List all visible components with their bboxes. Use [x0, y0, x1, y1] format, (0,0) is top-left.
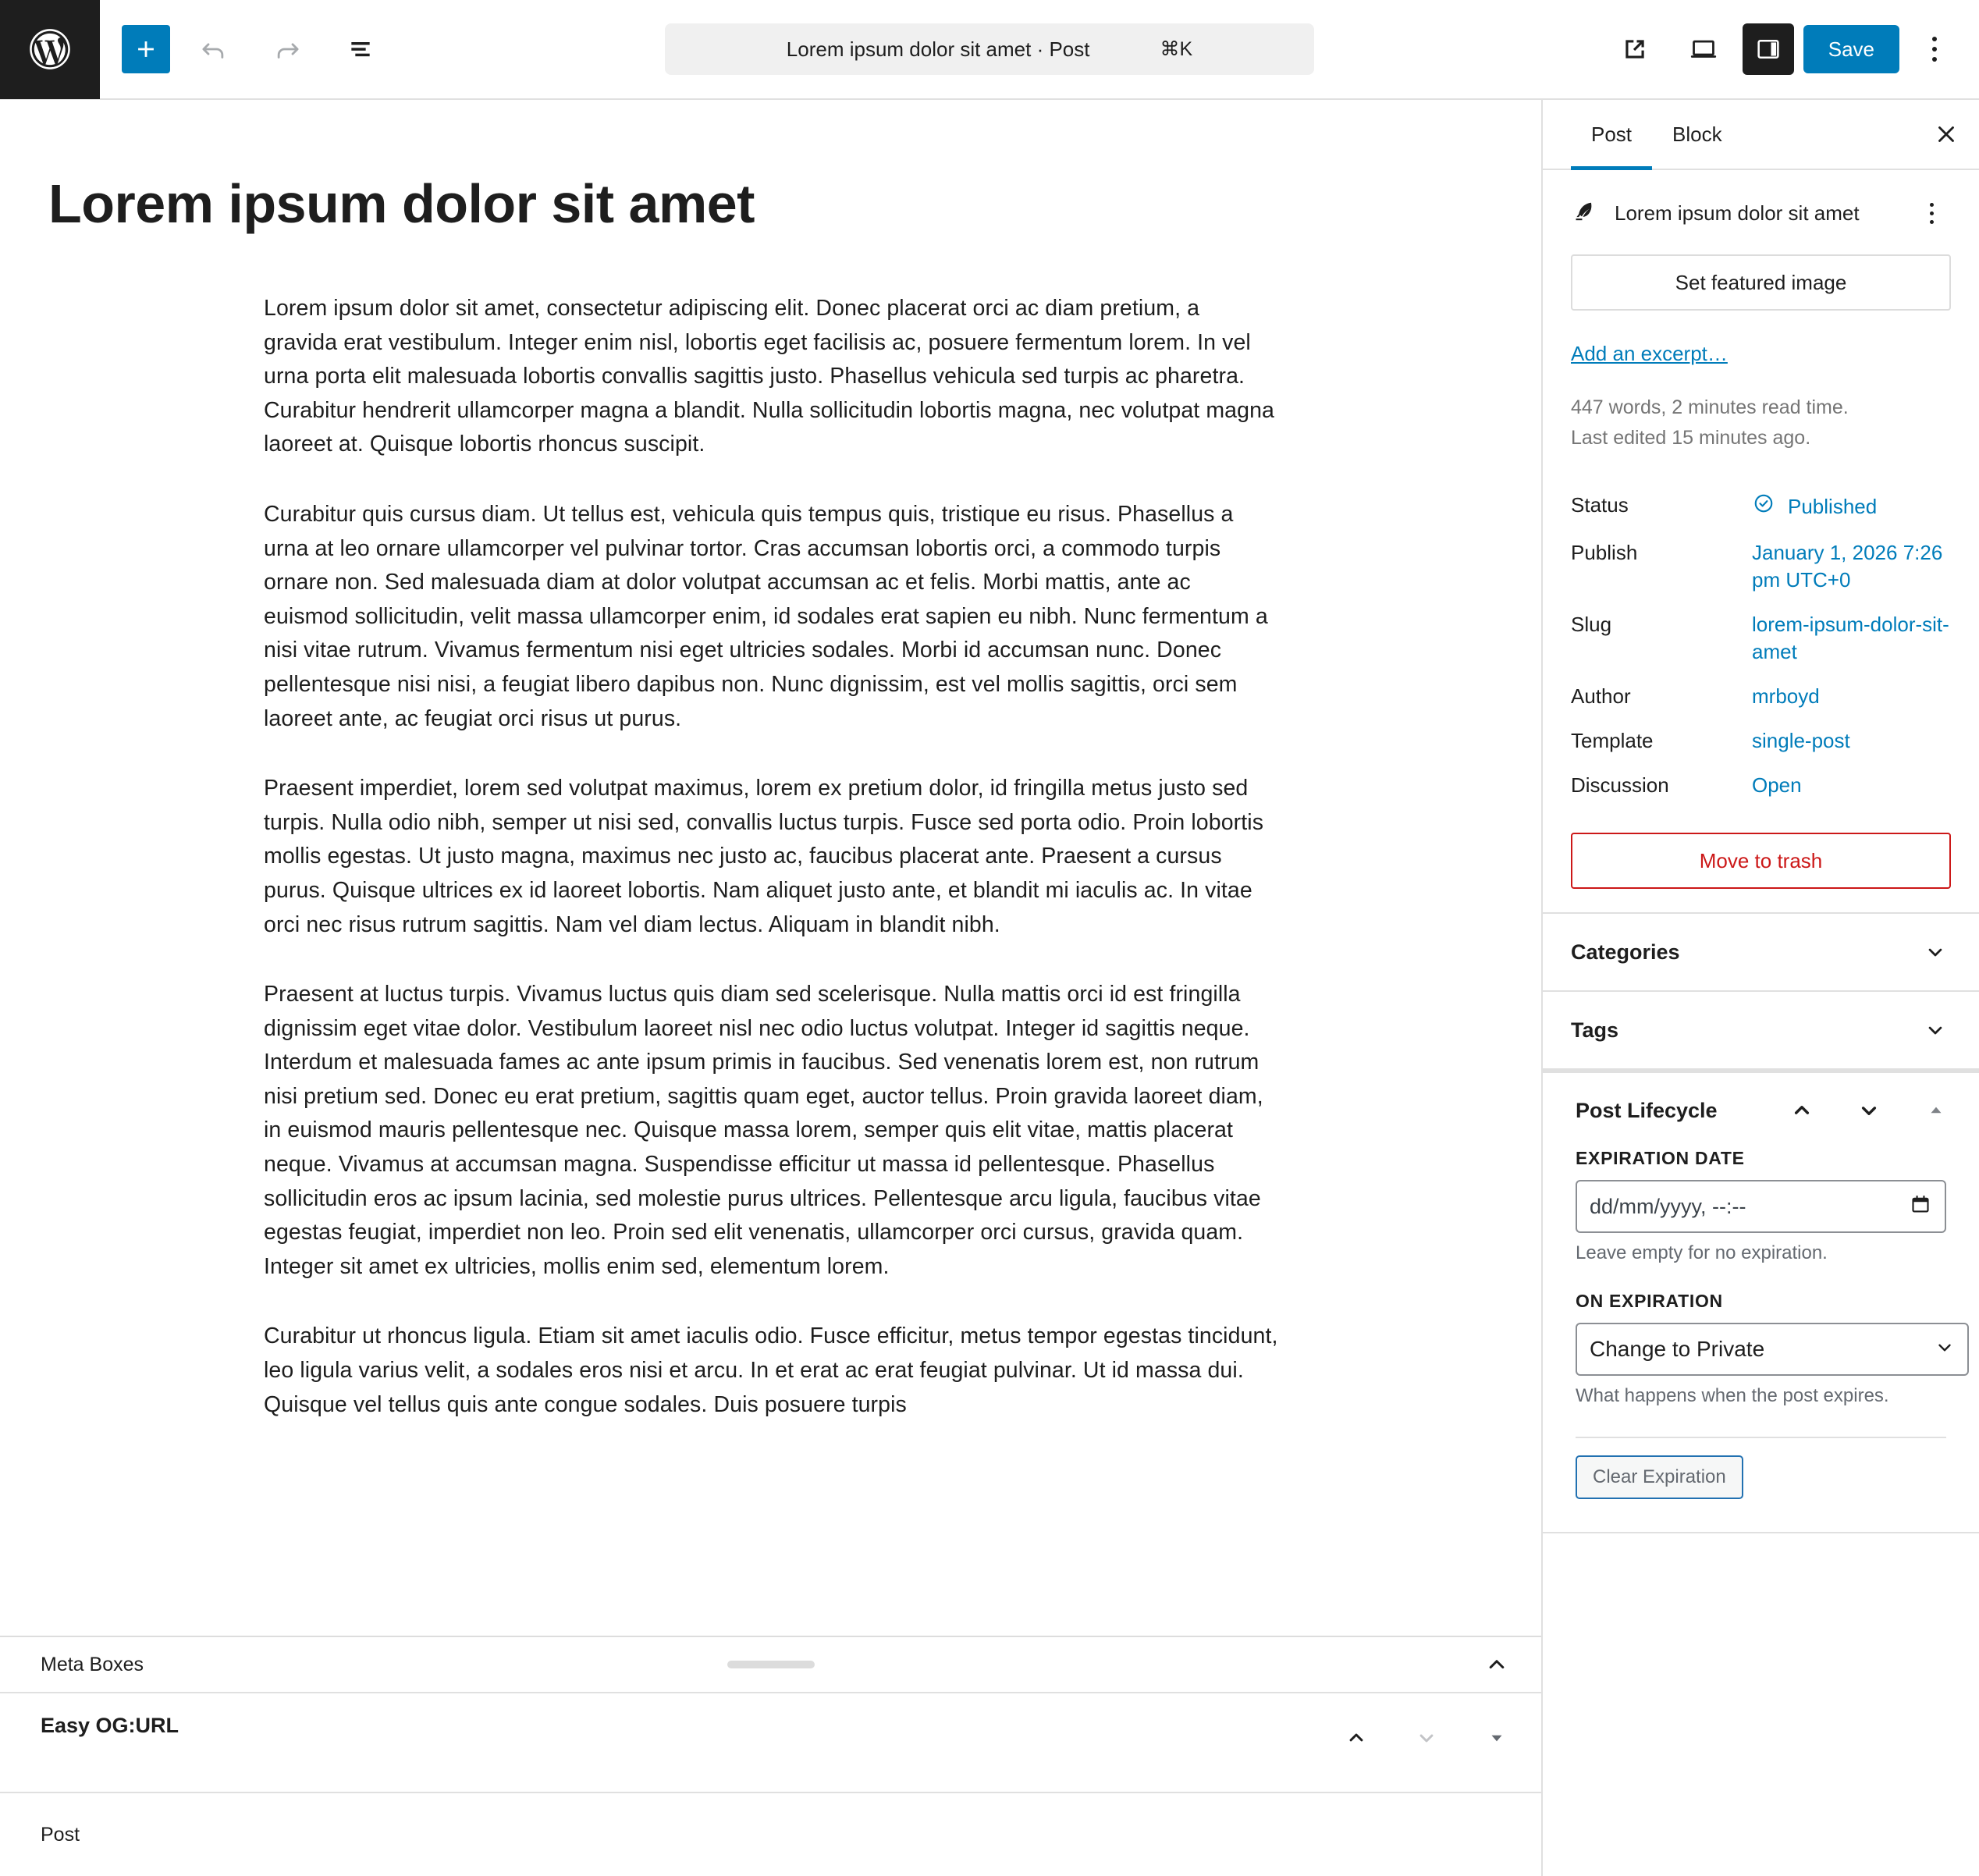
panel-tags-label: Tags: [1571, 1018, 1619, 1042]
expiration-date-value: dd/mm/yyyy, --:--: [1590, 1194, 1746, 1218]
easy-og-url-panel[interactable]: [0, 1693, 1541, 1793]
meta-row-discussion: [1571, 763, 1951, 808]
list-view-button[interactable]: [331, 20, 390, 79]
command-bar[interactable]: [665, 23, 1314, 75]
on-expiration-help: What happens when the post expires.: [1576, 1385, 1889, 1407]
on-expiration-label: ON EXPIRATION: [1576, 1291, 1723, 1312]
lifecycle-move-up-button[interactable]: [1778, 1086, 1826, 1135]
panel-post-lifecycle: [1543, 1070, 1979, 1533]
sidebar-scroll-area: [1543, 170, 1979, 1876]
chevron-down-icon: [1915, 932, 1956, 972]
meta-row-author: [1571, 674, 1951, 719]
add-block-button[interactable]: [122, 25, 170, 73]
expiration-date-help: Leave empty for no expiration.: [1576, 1242, 1828, 1264]
status-badge: Published: [1788, 494, 1878, 518]
editor-canvas[interactable]: [0, 100, 1541, 1636]
on-expiration-select-wrapper: [1576, 1323, 1969, 1376]
post-summary-header: [1571, 194, 1951, 233]
meta-row-slug: [1571, 602, 1951, 674]
paragraph-block[interactable]: Lorem ipsum dolor sit amet, consectetur adipiscing elit. Donec placerat orci ac diam pretium, a gravida erat vestibulum. Integer enim nisl, lobortis eget facilisis ac, posuere fermentum lorem. In vel urna porta elit malesuada lobortis convallis sagittis justo. Phasellus vehicula sed turpis ac pharetra. Curabitur hendrerit ullamcorper magna a blandit. Nulla sollicitudin lobortis magna, nec volutpat magna laoreet at. Quisque lobortis rhoncus suscipit.: [264, 296, 1274, 457]
meta-value-status[interactable]: [1752, 492, 1877, 522]
post-summary-section: [1543, 170, 1979, 914]
sidebar-post-title: Lorem ipsum dolor sit amet: [1615, 201, 1860, 225]
command-bar-shortcut: ⌘K: [1160, 38, 1193, 60]
document-type-label: Post: [41, 1823, 80, 1846]
meta-boxes-label: Meta Boxes: [41, 1653, 144, 1675]
meta-row-publish: [1571, 531, 1951, 602]
panel-tags[interactable]: [1543, 992, 1979, 1070]
meta-row-template: [1571, 719, 1951, 763]
meta-boxes-collapse-button[interactable]: [1473, 1640, 1521, 1689]
panel-categories-label: Categories: [1571, 940, 1680, 964]
editor-top-bar: [0, 0, 1979, 100]
post-lifecycle-body: [1543, 1148, 1979, 1499]
on-expiration-selected-value: Change to Private: [1590, 1337, 1765, 1362]
meta-value-discussion[interactable]: Open: [1752, 773, 1802, 798]
lifecycle-move-down-button[interactable]: [1845, 1086, 1893, 1135]
post-lifecycle-actions: [1778, 1086, 1960, 1135]
tab-block[interactable]: Block: [1652, 100, 1743, 169]
panel-categories[interactable]: [1543, 914, 1979, 992]
paragraph-block[interactable]: Curabitur quis cursus diam. Ut tellus est, vehicula quis tempus quis, tristique eu risus. Phasellus a urna at leo ornare ullamcorper vel pulvinar tortor. Cras accumsan lobortis orci, a commodo turpis ornare non. Sed malesuada diam at dolor volutpat accumsan ac et felis. Morbi mattis, ante ac euismod sollicitudin, velit massa ullamcorper enim, id sodales erat sapien eu nibh. Nunc fermentum a nisi vitae rutrum. Vivamus fermentum nisi eget ultricies sodales. Morbi id accumsan nunc. Donec pellentesque nisi nisi, a feugiat libero dapibus non. Nunc dignissim, est vel mollis sagittis, orci sem laoreet ante, ac feugiat orci risus ut purus.: [264, 501, 1268, 731]
move-to-trash-button[interactable]: Move to trash: [1571, 833, 1951, 889]
preview-device-button[interactable]: [1674, 20, 1733, 79]
meta-value-publish[interactable]: January 1, 2026 7:26 pm UTC+0: [1752, 540, 1943, 592]
command-bar-wrapper: [665, 23, 1314, 75]
post-options-kebab-icon[interactable]: [1912, 194, 1951, 233]
paragraph-block[interactable]: Praesent at luctus turpis. Vivamus luctus quis diam sed scelerisque. Nulla mattis orci id est fringilla dignissim eget vitae dolor. Vestibulum laoreet nisl nec odio luctus volutpat. Integer id sagittis neque. Interdum et malesuada fames ac ante ipsum primis in faucibus. Sed venenatis lorem est, non rutrum nisi pretium sed. Donec eu erat pretium, sagittis quam eget, auctor tellus. Proin gravida laoreet diam, in euismod mauris pellentesque nec. Quisque massa lorem, semper quis elit vitae, mattis placerat neque. Vivamus at accumsan magna. Suspendisse efficitur ut massa id pellentesque. Phasellus sollicitudin eros ac ipsum lacinia, sed molestie purus ultrices. Pellentesque arcu ligula, faucibus vitae egestas feugiat, imperdiet non leo. Proin sed elit venenatis, ullamcorper orci cursus, gravida quam. Integer sit amet ex ultricies, mollis enim sed, elementum lorem.: [264, 982, 1263, 1279]
close-sidebar-button[interactable]: [1913, 100, 1979, 169]
meta-row-status: [1571, 483, 1951, 531]
editor-options-kebab-icon[interactable]: [1909, 23, 1960, 75]
top-bar-left-tools: [100, 20, 390, 79]
editor-body: [0, 100, 1979, 1876]
add-excerpt-link[interactable]: Add an excerpt…: [1571, 342, 1728, 365]
meta-value-template[interactable]: single-post: [1752, 729, 1850, 753]
meta-key-publish: Publish: [1571, 540, 1638, 564]
last-edited-text: Last edited 15 minutes ago.: [1571, 426, 1811, 449]
post-title[interactable]: Lorem ipsum dolor sit amet: [48, 173, 755, 234]
meta-boxes-header[interactable]: [0, 1637, 1541, 1693]
chevron-down-icon: [1915, 1010, 1956, 1050]
save-button[interactable]: Save: [1803, 25, 1899, 73]
lifecycle-collapse-button[interactable]: [1912, 1086, 1960, 1135]
tab-post[interactable]: Post: [1571, 100, 1652, 169]
view-post-button[interactable]: [1605, 20, 1665, 79]
document-status-bar: [0, 1793, 1541, 1876]
meta-value-author[interactable]: mrboyd: [1752, 684, 1820, 708]
word-count-text: 447 words, 2 minutes read time.: [1571, 396, 1849, 418]
meta-key-author: Author: [1571, 684, 1631, 708]
on-expiration-select[interactable]: [1576, 1323, 1969, 1376]
wordpress-logo[interactable]: [0, 0, 100, 99]
paragraph-block[interactable]: Curabitur ut rhoncus ligula. Etiam sit amet iaculis odio. Fusce efficitur, metus tempor egestas tincidunt, leo ligula varius velit, a sodales eros nisi et arcu. In et erat ac erat feugiat pulvinar. Ut id massa dui. Quisque vel tellus quis ante congue sodales. Duis posuere turpis: [264, 1324, 1278, 1417]
undo-button[interactable]: [184, 20, 243, 79]
settings-sidebar: [1541, 100, 1979, 1876]
meta-key-template: Template: [1571, 729, 1654, 753]
post-content[interactable]: [264, 292, 1278, 1422]
meta-boxes-actions: [1473, 1640, 1521, 1689]
top-bar-right-tools: [1605, 20, 1979, 79]
meta-key-discussion: Discussion: [1571, 773, 1669, 798]
meta-boxes-drag-handle[interactable]: [727, 1661, 815, 1668]
settings-sidebar-toggle[interactable]: [1743, 23, 1794, 75]
expiration-date-input[interactable]: [1576, 1180, 1946, 1233]
post-stats: [1571, 393, 1951, 453]
expiration-date-label: EXPIRATION DATE: [1576, 1148, 1745, 1169]
easy-og-url-move-down-button[interactable]: [1402, 1714, 1451, 1762]
paragraph-block[interactable]: Praesent imperdiet, lorem sed volutpat maximus, lorem ex pretium dolor, id fringilla metus justo sed turpis. Nulla odio nibh, semper ut nisi sed, convallis luctus turpis. Fusce sed porta odio. Proin lobortis mollis egestas. Ut justo magna, maximus nec justo ac, faucibus placerat ante. Praesent a cursus purus. Quisque ultrices ex id laoreet lobortis. Nam aliquet justo ante, et blandit mi iaculis ac. In vitae orci nec risus rutrum sagittis. Nam vel diam lectus. Aliquam in blandit nibh.: [264, 776, 1264, 937]
check-circle-icon: [1752, 492, 1775, 522]
easy-og-url-toggle-button[interactable]: [1473, 1714, 1521, 1762]
post-lifecycle-header: [1543, 1073, 1979, 1148]
command-bar-title: Lorem ipsum dolor sit amet · Post: [786, 37, 1090, 61]
redo-button[interactable]: [258, 20, 317, 79]
feather-post-icon: [1571, 198, 1597, 229]
meta-boxes-area: [0, 1636, 1541, 1876]
easy-og-url-label: Easy OG:URL: [41, 1714, 179, 1737]
sidebar-tablist: [1543, 100, 1979, 170]
set-featured-image-button[interactable]: Set featured image: [1571, 254, 1951, 311]
post-lifecycle-title: Post Lifecycle: [1576, 1098, 1718, 1122]
meta-key-status: Status: [1571, 492, 1629, 517]
easy-og-url-actions: [1332, 1714, 1521, 1762]
meta-key-slug: Slug: [1571, 612, 1612, 636]
meta-value-slug[interactable]: lorem-ipsum-dolor-sit-amet: [1752, 612, 1949, 663]
calendar-icon[interactable]: [1909, 1192, 1932, 1221]
lifecycle-divider: [1576, 1437, 1946, 1438]
editor-canvas-column: [0, 100, 1541, 1876]
clear-expiration-button[interactable]: Clear Expiration: [1576, 1455, 1743, 1499]
easy-og-url-move-up-button[interactable]: [1332, 1714, 1380, 1762]
post-meta-list: [1571, 483, 1951, 808]
